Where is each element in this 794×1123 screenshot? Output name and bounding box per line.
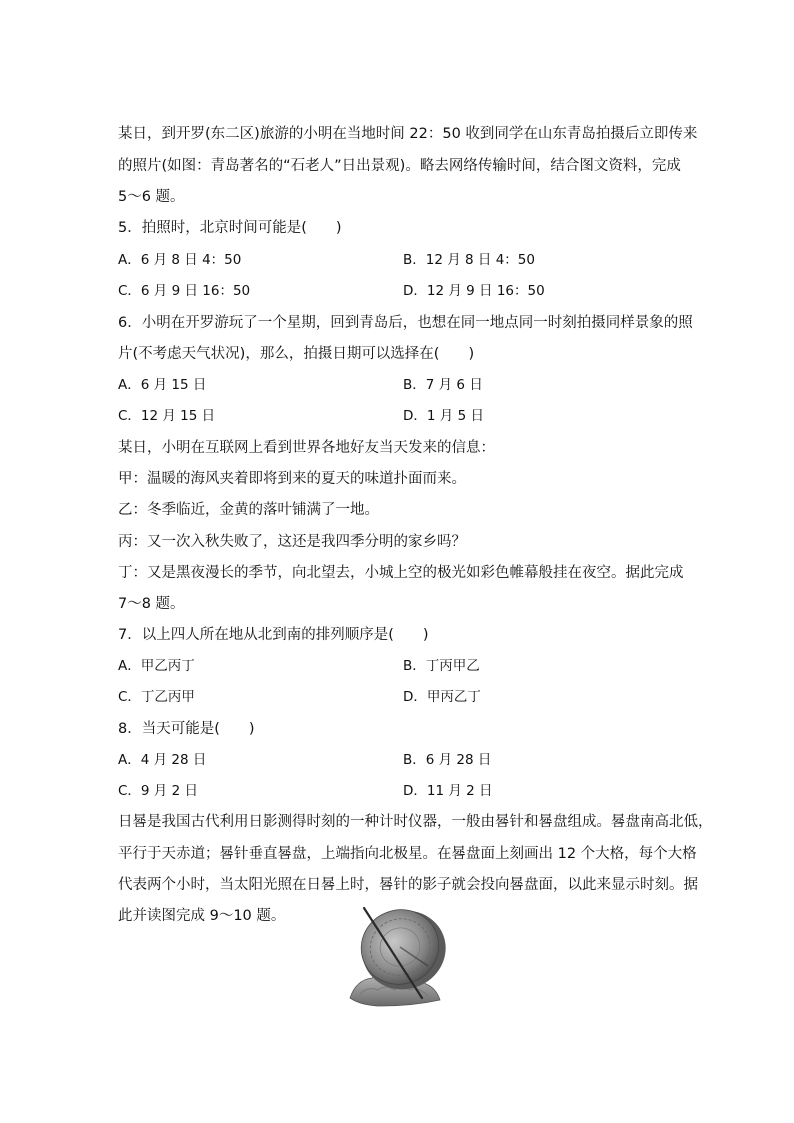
q6-stem-line2: 片(不考虑天气状况)，那么，拍摄日期可以选择在( ) (118, 346, 475, 362)
passage2-ding-line2: 7～8 题。 (118, 596, 185, 612)
q5-option-d: D．12 月 9 日 16：50 (403, 283, 545, 299)
passage3-line4: 此并读图完成 9～10 题。 (118, 908, 286, 924)
q6-option-b: B．7 月 6 日 (403, 377, 483, 393)
q7-option-a: A．甲乙丙丁 (118, 658, 195, 674)
q5-option-b: B．12 月 8 日 4：50 (403, 252, 535, 268)
q7-option-c: C．丁乙丙甲 (118, 689, 195, 705)
passage3-line3: 代表两个小时，当太阳光照在日晷上时，晷针的影子就会投向晷盘面，以此来显示时刻。据 (118, 877, 698, 893)
q8-stem: 8．当天可能是( ) (118, 721, 255, 737)
passage3-line2: 平行于天赤道；晷针垂直晷盘，上端指向北极星。在晷盘面上刻画出 12 个大格，每个大格 (118, 846, 697, 862)
passage2-ding-line1: 丁：又是黑夜漫长的季节，向北望去，小城上空的极光如彩色帷幕般挂在夜空。据此完成 (118, 565, 684, 581)
passage1-line1: 某日，到开罗(东二区)旅游的小明在当地时间 22：50 收到同学在山东青岛拍摄后立即传来 (118, 126, 698, 142)
q8-option-c: C．9 月 2 日 (118, 783, 198, 799)
passage2-bing: 丙：又一次入秋失败了，这还是我四季分明的家乡吗？ (118, 534, 466, 550)
q5-option-a: A．6 月 8 日 4：50 (118, 252, 242, 268)
passage3-line1: 日晷是我国古代利用日影测得时刻的一种计时仪器，一般由晷针和晷盘组成。晷盘南高北低， (118, 814, 713, 830)
sundial-image (342, 906, 454, 1012)
q7-option-d: D．甲丙乙丁 (403, 689, 481, 705)
q6-option-d: D．1 月 5 日 (403, 408, 484, 424)
q6-option-c: C．12 月 15 日 (118, 408, 216, 424)
passage2-jia: 甲：温暖的海风夹着即将到来的夏天的味道扑面而来。 (118, 471, 466, 487)
passage1-line2: 的照片(如图：青岛著名的“石老人”日出景观)。略去网络传输时间，结合图文资料，完成 (118, 158, 681, 174)
passage2-intro: 某日，小明在互联网上看到世界各地好友当天发来的信息： (118, 440, 495, 456)
q8-option-a: A．4 月 28 日 (118, 752, 207, 768)
passage1-line3: 5～6 题。 (118, 189, 185, 205)
q5-option-c: C．6 月 9 日 16：50 (118, 283, 251, 299)
q5-stem: 5．拍照时，北京时间可能是( ) (118, 220, 342, 236)
q7-option-b: B．丁丙甲乙 (403, 658, 480, 674)
passage2-yi: 乙：冬季临近，金黄的落叶铺满了一地。 (118, 502, 379, 518)
q6-stem-line1: 6．小明在开罗游玩了一个星期，回到青岛后，也想在同一地点同一时刻拍摄同样景象的照 (118, 315, 693, 331)
q8-option-b: B．6 月 28 日 (403, 752, 492, 768)
q6-option-a: A．6 月 15 日 (118, 377, 207, 393)
q7-stem: 7．以上四人所在地从北到南的排列顺序是( ) (118, 627, 429, 643)
q8-option-d: D．11 月 2 日 (403, 783, 493, 799)
